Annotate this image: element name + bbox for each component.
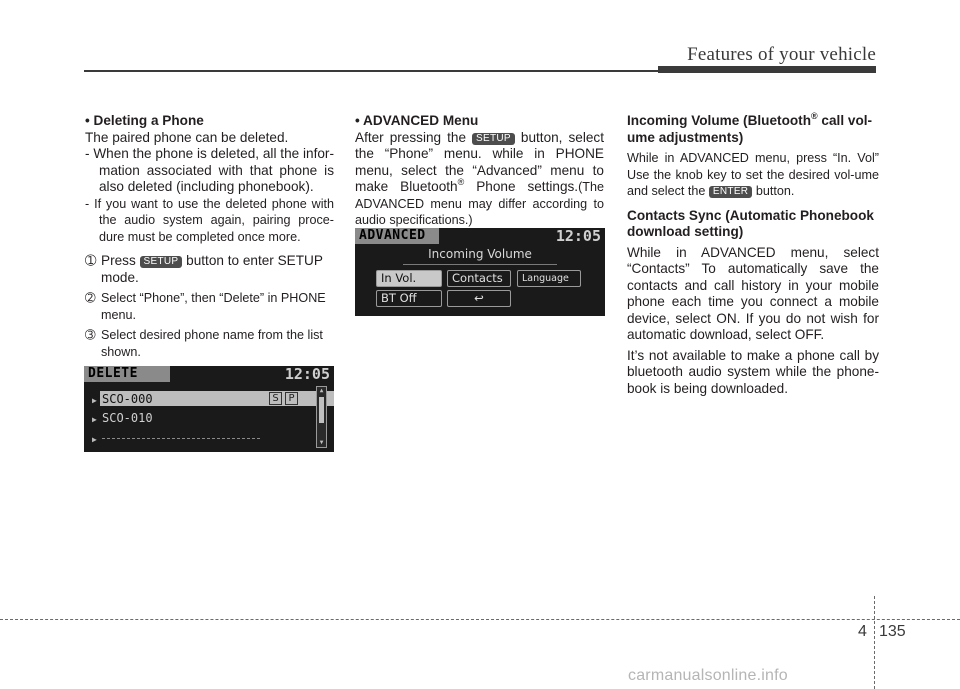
section-heading-incoming-volume (627, 113, 879, 146)
phonebook-note: It’s not available to make a phone call by bluetooth audio system while the phone-book is being downloaded. (627, 347, 879, 396)
intro-text: The paired phone can be deleted. (85, 129, 289, 145)
header-title: Features of your vehicle (687, 44, 876, 65)
step-item (85, 327, 334, 360)
text-fragment: While in ADVANCED menu, press “In. Vol” Use the knob key to set the desired vol-ume and select the (627, 151, 879, 198)
header-rule (84, 70, 658, 72)
delete-screen-image (84, 366, 334, 452)
list-item (92, 410, 153, 426)
step-text-pre: Press (101, 253, 140, 268)
text-fragment: button, select the “Phone” menu. while in PHONE menu, select the “Advanced” menu to make Bluetooth (355, 129, 604, 194)
back-icon: ↩ (447, 290, 511, 307)
column-incoming-volume (627, 113, 879, 397)
flag-p: P (285, 392, 298, 405)
registered-mark: ® (811, 111, 818, 121)
column-advanced-menu (355, 113, 604, 229)
screen-title: ADVANCED (355, 228, 439, 244)
text-fragment: Incoming Volume (Bluetooth (627, 113, 812, 128)
chevron-right-icon: ▶ (92, 435, 97, 444)
step-number: ➂ (85, 328, 96, 342)
bt-off-button: BT Off (376, 290, 442, 307)
step-item (85, 253, 334, 286)
screen-title: DELETE (84, 366, 170, 382)
text-fragment: (The ADVANCED menu may differ according to audio specifications.) (355, 180, 604, 227)
language-button: Language (517, 270, 581, 287)
scrollbar (316, 386, 327, 448)
flag-s: S (269, 392, 282, 405)
column-deleting-phone (85, 113, 334, 360)
chapter-number: 4 (858, 623, 867, 640)
incoming-volume-text (627, 150, 879, 200)
advanced-description (355, 130, 604, 229)
page-number: 135 (879, 623, 906, 640)
section-heading-deleting-phone: • Deleting a Phone (85, 113, 204, 128)
scroll-thumb (319, 397, 324, 423)
section-heading-advanced-menu: • ADVANCED Menu (355, 113, 479, 128)
step-text: Select “Phone”, then “Delete” in PHONE menu. (101, 291, 326, 322)
step-number: ➀ (85, 253, 97, 268)
screen-subtitle: Incoming Volume (428, 247, 532, 261)
scroll-down-icon: ▼ (319, 439, 324, 446)
screen-clock: 12:05 (284, 366, 330, 383)
phone-name: SCO-000 (102, 392, 153, 406)
text-fragment: button. (752, 184, 795, 198)
footer-rule (0, 619, 960, 620)
step-text-post: button to enter SETUP mode. (101, 253, 323, 285)
phone-name: SCO-010 (102, 411, 153, 425)
header-bar (658, 66, 876, 73)
chevron-right-icon: ▶ (92, 396, 97, 405)
section-heading-contacts-sync: Contacts Sync (Automatic Phonebook download setting) (627, 207, 874, 239)
footer-divider (874, 596, 875, 689)
registered-mark: ® (457, 177, 465, 187)
step-text: Select desired phone name from the list shown. (101, 328, 323, 359)
in-vol-button: In Vol. (376, 270, 442, 287)
text-fragment: call vol-ume adjustments) (627, 113, 873, 145)
bullet-item: - When the phone is deleted, all the infor-mation associated with that phone is also deleted (including phonebook). (85, 146, 334, 194)
empty-row-dashes (102, 438, 260, 439)
divider (403, 264, 557, 265)
contacts-sync-text: While in ADVANCED menu, select “Contacts” To automatically save the contacts and call history in your mobile phone each time you connect a mobile device, select ON. If you do not wish for automatic download, select OFF. (627, 244, 879, 342)
scroll-up-icon: ▲ (319, 387, 324, 394)
step-number: ➁ (85, 291, 96, 305)
enter-button-badge: ENTER (709, 186, 752, 198)
chevron-right-icon: ▶ (92, 415, 97, 424)
text-fragment: Phone settings. (464, 179, 579, 194)
advanced-screen-image (355, 228, 605, 316)
watermark: carmanualsonline.info (628, 667, 788, 684)
list-item (92, 391, 153, 407)
text-fragment: After pressing the (355, 129, 473, 145)
setup-button-badge: SETUP (472, 133, 515, 145)
screen-clock: 12:05 (555, 228, 601, 245)
bullet-item: - If you want to use the deleted phone with the audio system again, pairing proce-dure must be completed once more. (85, 196, 334, 244)
list-item (92, 430, 102, 446)
contacts-button: Contacts (447, 270, 511, 287)
step-item (85, 290, 334, 323)
setup-button-badge: SETUP (140, 256, 183, 268)
